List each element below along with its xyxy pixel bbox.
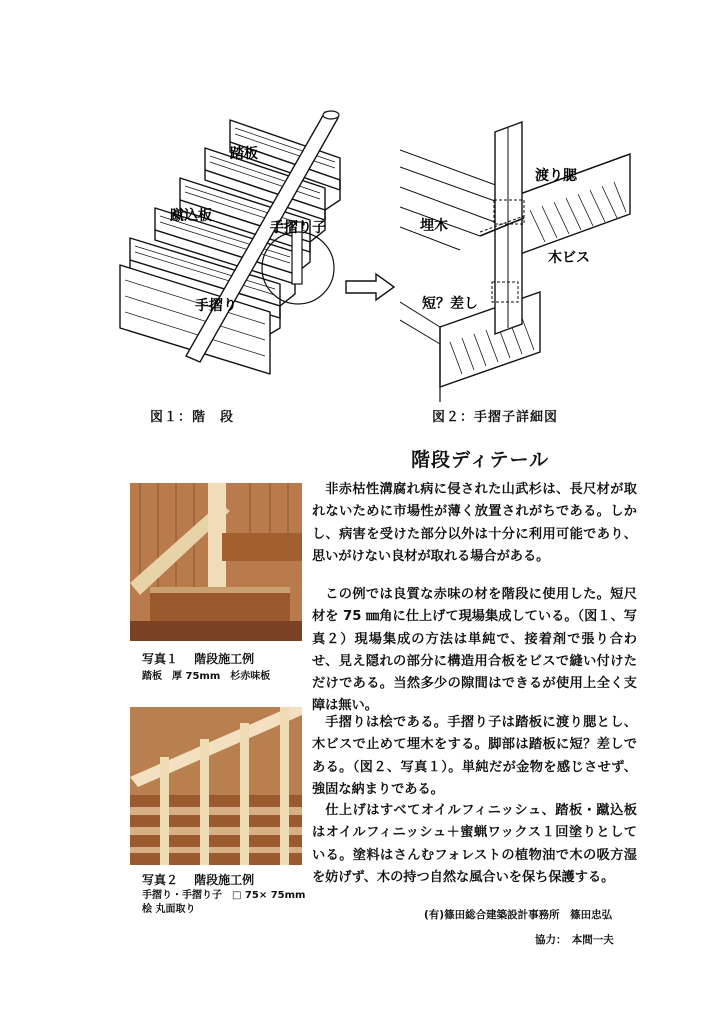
photo1-caption: 写真１ 階段施工例 — [142, 652, 255, 666]
label-screw: 木ビス — [548, 250, 590, 266]
figure1-stair-drawing — [110, 100, 350, 390]
photo-1 — [130, 483, 302, 641]
label-baluster: 手摺り子 — [270, 220, 326, 236]
label-tread: 踏板 — [230, 146, 258, 162]
photo2-subcaption-line1: 手摺り・手摺り子 □ 75× 75mm — [142, 890, 306, 901]
label-tenon: 短？差し — [422, 296, 478, 312]
photo2-caption: 写真２ 階段施工例 — [142, 873, 255, 887]
figure2-caption: 図２：手摺子詳細図 — [432, 410, 559, 425]
photo2-subcaption-line2: 桧 丸面取り — [142, 904, 196, 915]
paragraph-4: 仕上げはすべてオイルフィニッシュ、踏板・蹴込板はオイルフィニッシュ＋蜜蝋ワックス１回塗りとしている。塗料はさんむフォレストの植物油で木の吸方湿を妨げず、木の持つ自然な風合いを保ち保護する。 — [312, 803, 637, 885]
paragraph-1: 非赤枯性溝腐れ病に侵された山武杉は、長尺材が取れないために市場性が薄く放置されがちである。しかし、病害を受けた部分以外は十分に利用可能であり、思いがけない良材が取れる場合がある。 — [312, 482, 637, 564]
paragraph-2: この例では良質な赤味の材を階段に使用した。短尺材を 75 ㎜角に仕上げて現場集成している。（図１、写真２）現場集成の方法は単純で、接着剤で張り合わせ、見え隠れの部分に構造用合板をビスで縫い付けただけである。当然多少の隙間はできるが使用上全く支障は無い。 — [312, 587, 637, 714]
label-handrail: 手摺り — [195, 298, 237, 314]
figure2-detail-drawing — [400, 112, 635, 402]
label-buried: 埋木 — [420, 218, 448, 234]
label-riser: 蹴込板 — [170, 208, 212, 224]
figure1-caption: 図１：階 段 — [150, 410, 235, 425]
article-title: 階段ディテール — [411, 449, 550, 471]
credit-cooperation: 協力： 本間一夫 — [535, 934, 614, 946]
paragraph-3: 手摺りは桧である。手摺り子は踏板に渡り腮とし、木ビスで止めて埋木をする。脚部は踏板に短？差しである。（図２、写真１）。単純だが金物を感じさせず、強固な納まりである。 — [312, 715, 637, 797]
arrow-icon — [344, 272, 396, 302]
photo1-subcaption: 踏板 厚 75mm 杉赤味板 — [142, 671, 271, 682]
credit-office: (有)篠田総合建築設計事務所 篠田忠弘 — [424, 909, 613, 921]
label-landing: 渡り腮 — [535, 168, 577, 184]
photo-2 — [130, 707, 302, 865]
